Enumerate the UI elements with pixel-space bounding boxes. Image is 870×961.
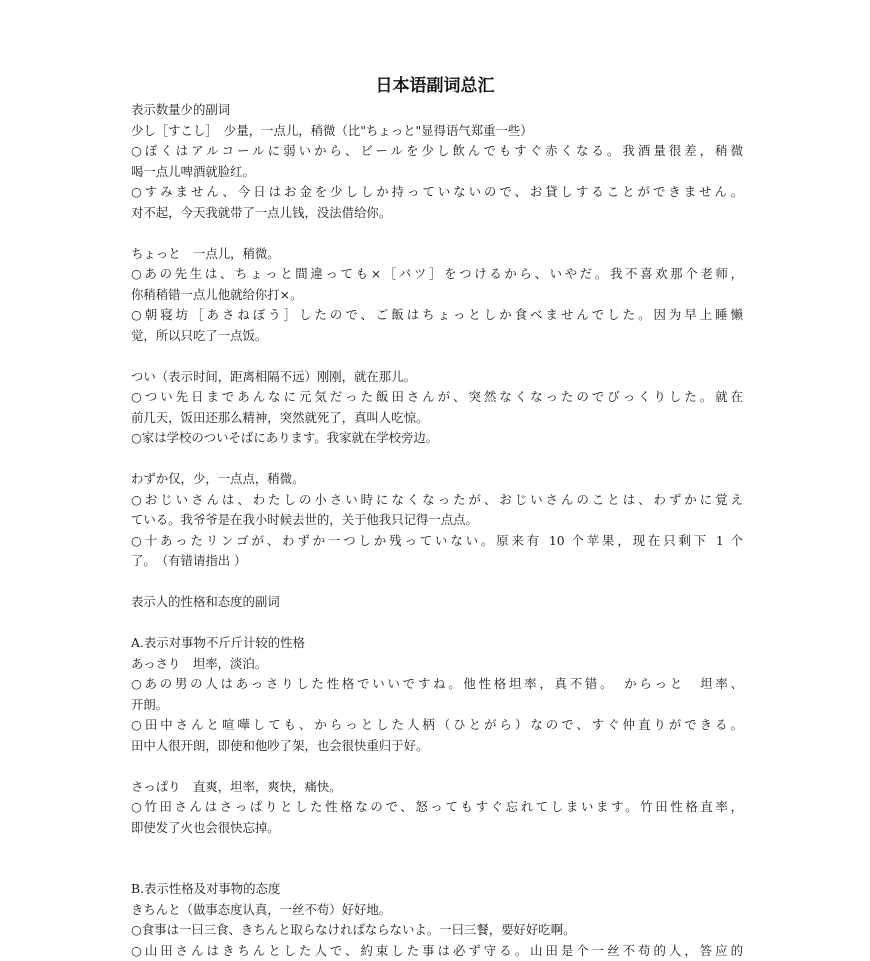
text-line: 你稍稍错一点儿他就给你打×。 [131, 285, 743, 306]
text-line: ○竹田さんはさっぱりとした性格なので、怒ってもすぐ忘れてしまいます。竹田性格直率， [131, 797, 743, 818]
blank-line [131, 449, 743, 470]
text-line: 对不起，今天我就带了一点儿钱，没法借给你。 [131, 203, 743, 224]
text-line: ○朝寝坊［あさねぼう］したので、ご飯はちょっとしか食べませんでした。因为早上睡懒 [131, 305, 743, 326]
text-line: ○すみません、今日はお金を少ししか持っていないので、お貸しすることができません。 [131, 182, 743, 203]
text-line: 了。 （有错请指出 ） [131, 551, 743, 572]
text-line: 即使发了火也会很快忘掉。 [131, 818, 743, 839]
text-line: 前几天，饭田还那么精神，突然就死了，真叫人吃惊。 [131, 408, 743, 429]
text-line: ○食事は一曰三食、きちんと取らなければならないよ。一曰三餐，要好好吃啊。 [131, 920, 743, 941]
blank-line [131, 756, 743, 777]
text-line: ○ぼくはアルコールに弱いから、ビールを少し飲んでもすぐ赤くなる。我酒量很差，稍微 [131, 141, 743, 162]
text-line: ○十あったリンゴが、わずか一つしか残っていない。原来有 10 个苹果，现在只剩下 1 个 [131, 531, 743, 552]
document-body [131, 100, 743, 961]
text-line: ている。我爷爷是在我小时候去世的，关于他我只记得一点点。 [131, 510, 743, 531]
text-line: ○あの男の人はあっさりした性格でいいですね。他性格坦率，真不错。 からっと 坦率、 [131, 674, 743, 695]
blank-line [131, 838, 743, 879]
text-line: 表示人的性格和态度的副词 [131, 592, 743, 613]
text-line: あっさり 坦率，淡泊。 [131, 654, 743, 675]
text-line: ○あの先生は、ちょっと間違っても×［バツ］をつけるから、いやだ。我不喜欢那个老师， [131, 264, 743, 285]
text-line: 开朗。 [131, 695, 743, 716]
text-line: ちょっと 一点儿，稍微。 [131, 244, 743, 265]
text-line: 喝一点儿啤酒就脸红。 [131, 162, 743, 183]
text-line: A.表示对事物不斤斤计较的性格 [131, 633, 743, 654]
blank-line [131, 572, 743, 593]
text-line: ○つい先日まであんなに元気だった飯田さんが、突然なくなったのでびっくりした。就在 [131, 387, 743, 408]
text-line: 少し［すこし］ 少量，一点儿，稍微（比"ちょっと"显得语气郑重一些） [131, 121, 743, 142]
blank-line [131, 346, 743, 367]
text-line: ○田中さんと喧嘩しても、からっとした人柄（ひとがら）なので、すぐ仲直りができる。 [131, 715, 743, 736]
document-title: 日本语副词总汇 [0, 74, 870, 98]
text-line: つい（表示时间，距离相隔不远）刚刚，就在那儿。 [131, 367, 743, 388]
blank-line [131, 613, 743, 634]
text-line: 觉，所以只吃了一点饭。 [131, 326, 743, 347]
blank-line [131, 223, 743, 244]
text-line: ○家は学校のついそばにあります。我家就在学校旁边。 [131, 428, 743, 449]
text-line: わずか仅，少，一点点，稍微。 [131, 469, 743, 490]
text-line: B.表示性格及对事物的态度 [131, 879, 743, 900]
text-line: 表示数量少的副词 [131, 100, 743, 121]
text-line: ○おじいさんは、わたしの小さい時になくなったが、おじいさんのことは、わずかに覚え [131, 490, 743, 511]
text-line: きちんと（做事态度认真，一丝不苟）好好地。 [131, 900, 743, 921]
text-line: さっぱり 直爽，坦率，爽快，痛快。 [131, 777, 743, 798]
text-line: ○山田さんはきちんとした人で、約束した事は必ず守る。山田是个一丝不苟的人，答应的 [131, 941, 743, 961]
text-line: 田中人很开朗，即使和他吵了架，也会很快重归于好。 [131, 736, 743, 757]
